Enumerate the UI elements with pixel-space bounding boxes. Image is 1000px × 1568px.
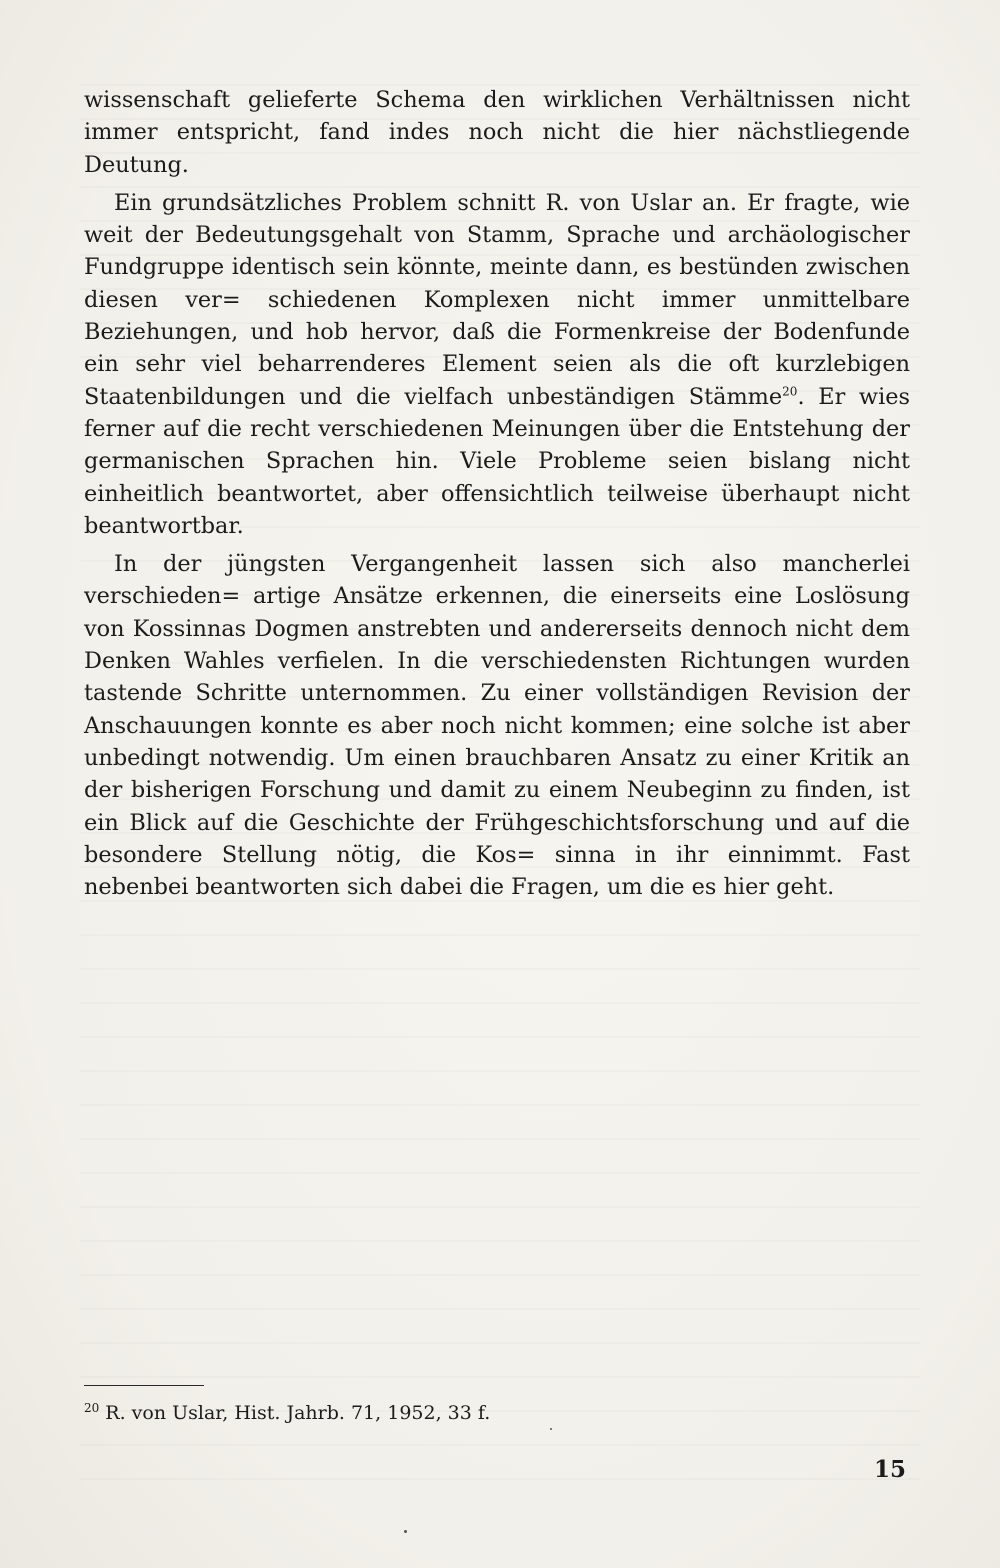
text-line: damit zu einem Neubeginn zu finden, ist ein Blick auf die Geschichte der (84, 777, 910, 836)
text-line: einen brauchbaren Ansatz zu einer Kritik an der bisherigen Forschung und (84, 744, 910, 804)
text-line: wissenschaft gelieferte Schema den wirklichen Verhältnissen nicht immer (84, 87, 910, 146)
text-line: In der jüngsten Vergangenheit lassen sich also mancherlei verschieden= (84, 551, 910, 610)
footnote-divider (84, 1385, 204, 1386)
footnote (84, 1400, 910, 1426)
text-line: es aber noch nicht kommen; eine solche ist aber unbedingt notwendig. Um (84, 712, 910, 771)
text-line: identisch sein könnte, meinte dann, es bestünden zwischen diesen ver= (84, 254, 910, 313)
text-line: sinna in ihr einnimmt. Fast nebenbei beantworten sich dabei die Fragen, um (84, 841, 910, 901)
text-line: hervor, daß die Formenkreise der Bodenfunde ein sehr viel beharrenderes (84, 319, 911, 378)
text-line: Dogmen anstrebten und andererseits dennoch nicht dem Denken Wahles (84, 615, 910, 675)
page-number: 15 (873, 1456, 906, 1483)
text-line: der Bedeutungsgehalt von Stamm, Sprache und archäologischer Fundgruppe (84, 222, 910, 281)
print-speck (404, 1530, 407, 1533)
paragraph-1 (84, 84, 910, 181)
footnote-reference: 20 (782, 384, 798, 399)
text-line: Ein grundsätzliches Problem schnitt R. von Uslar an. Er fragte, wie weit (84, 189, 910, 249)
paragraph-3 (84, 548, 910, 903)
text-line: teilweise überhaupt nicht beantwortbar. (84, 480, 910, 539)
text-line: Meinungen über die Entstehung der germanischen Sprachen hin. Viele (84, 415, 910, 475)
text-line: unbeständigen Stämme (506, 383, 783, 410)
paragraph-2 (84, 187, 910, 542)
text-line: entspricht, fand indes noch nicht die hier nächstliegende Deutung. (84, 119, 910, 178)
text-line: die es hier geht. (649, 874, 835, 901)
main-text-block (84, 84, 910, 909)
footnote-marker: 20 (84, 1400, 100, 1415)
text-line: schiedenen Komplexen nicht immer unmittelbare Beziehungen, und hob (84, 286, 910, 346)
text-line: . Er wies ferner auf die recht verschiedenen (84, 383, 911, 442)
text-line: Frühgeschichtsforschung und auf die besondere Stellung nötig, die Kos= (84, 809, 910, 868)
print-speck (550, 1428, 552, 1430)
text-line: unternommen. Zu einer vollständigen Revision der Anschauungen konnte (84, 680, 910, 739)
footnote-text: R. von Uslar, Hist. Jahrb. 71, 1952, 33 f. (105, 1402, 491, 1424)
text-line: verfielen. In die verschiedensten Richtungen wurden tastende Schritte (84, 648, 910, 707)
text-line: artige Ansätze erkennen, die einerseits eine Loslösung von Kossinnas (84, 583, 911, 642)
text-line: Probleme seien bislang nicht einheitlich beantwortet, aber offensichtlich (84, 448, 910, 507)
text-line: Element seien als die oft kurzlebigen Staatenbildungen und die vielfach (84, 351, 911, 410)
